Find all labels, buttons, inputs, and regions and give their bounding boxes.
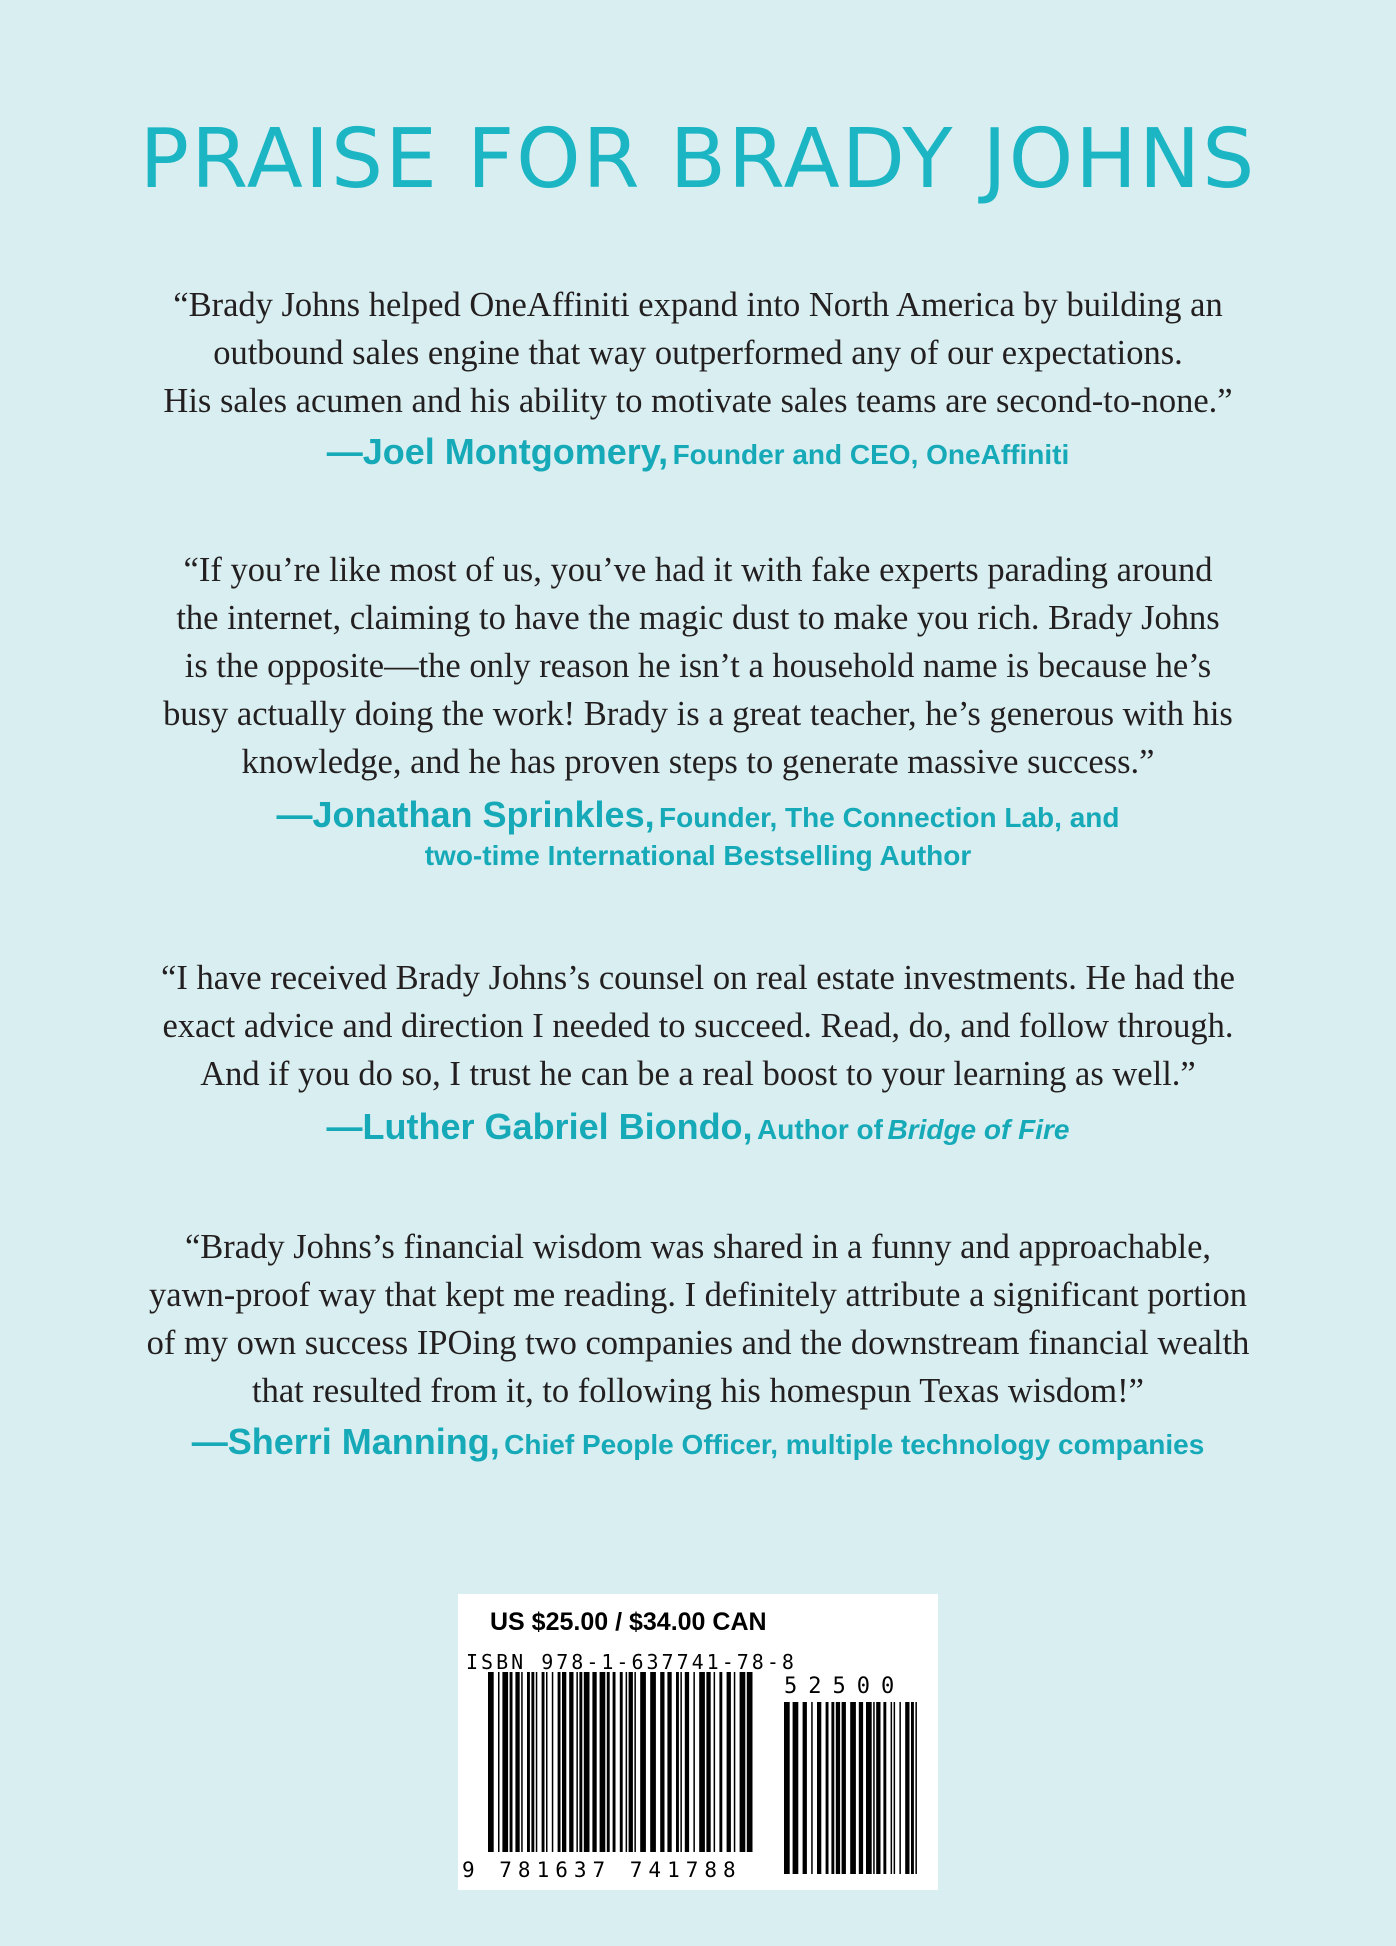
attribution-name: —Sherri Manning,: [191, 1421, 500, 1462]
ean-digits: 9 781637 741788: [462, 1858, 742, 1882]
testimonial-1: [60, 281, 1336, 473]
attribution-role: Author of: [757, 1114, 883, 1145]
testimonial-3: [60, 954, 1336, 1148]
quote-line: busy actually doing the work! Brady is a great teacher, he’s generous with his: [163, 695, 1233, 733]
quote-line: exact advice and direction I needed to succeed. Read, do, and follow through.: [162, 1007, 1234, 1045]
attribution-role: Chief People Officer, multiple technology companies: [504, 1429, 1205, 1460]
price-label: US $25.00 / $34.00 CAN: [490, 1608, 767, 1636]
quote-line: His sales acumen and his ability to motivate sales teams are second-to-none.”: [163, 382, 1233, 420]
book-title: Bridge of Fire: [887, 1114, 1070, 1145]
testimonial-4: [60, 1223, 1336, 1463]
attribution: [60, 431, 1336, 473]
attribution-name: —Jonathan Sprinkles,: [276, 794, 655, 835]
attribution-name: —Joel Montgomery,: [326, 431, 669, 472]
addon-digits: 52500: [784, 1674, 906, 1699]
attribution-role-line2: two-time International Bestselling Author: [424, 840, 972, 871]
quote-line: “I have received Brady Johns’s counsel on real estate investments. He had the: [161, 959, 1235, 997]
quote-line: is the opposite—the only reason he isn’t a household name is because he’s: [184, 647, 1212, 685]
quote-line: “If you’re like most of us, you’ve had it with fake experts parading around: [183, 551, 1213, 589]
attribution: [60, 1106, 1336, 1148]
quote-line: And if you do so, I trust he can be a real boost to your learning as well.”: [200, 1055, 1196, 1093]
quote-line: that resulted from it, to following his homespun Texas wisdom!”: [252, 1372, 1144, 1410]
attribution-name: —Luther Gabriel Biondo,: [326, 1106, 753, 1147]
attribution: [60, 1421, 1336, 1463]
isbn-label: ISBN 978-1-637741-78-8: [466, 1650, 797, 1674]
quote-line: “Brady Johns helped OneAffiniti expand into North America by building an: [173, 286, 1223, 324]
quote-line: outbound sales engine that way outperformed any of our expectations.: [213, 334, 1183, 372]
quote-line: “Brady Johns’s financial wisdom was shared in a funny and approachable,: [184, 1228, 1212, 1266]
quote-line: yawn-proof way that kept me reading. I definitely attribute a significant portion: [149, 1276, 1247, 1314]
quote-line: knowledge, and he has proven steps to generate massive success.”: [241, 743, 1155, 781]
barcode-label: [458, 1594, 938, 1890]
quote-line: the internet, claiming to have the magic dust to make you rich. Brady Johns: [176, 599, 1220, 637]
attribution-role: Founder, The Connection Lab, and: [659, 802, 1120, 833]
quote-line: of my own success IPOing two companies and the downstream financial wealth: [146, 1324, 1250, 1362]
page-title: PRAISE FOR BRADY JOHNS: [139, 112, 1257, 207]
attribution-role: Founder and CEO, OneAffiniti: [672, 439, 1070, 470]
barcode-bars: [458, 1594, 938, 1890]
attribution: [60, 794, 1336, 836]
testimonial-2: [60, 546, 1336, 872]
